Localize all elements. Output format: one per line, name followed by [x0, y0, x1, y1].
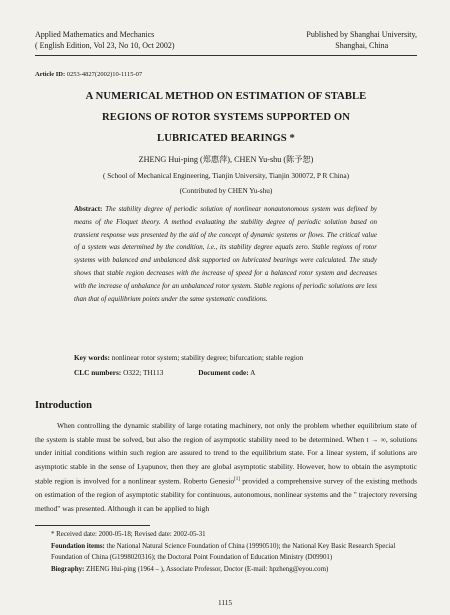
body-text: When controlling the dynamic stability of large rotating machinery, not only the problem whether equilibrium state of the system is stable must be solved, but also the region of asymptotic stability need to be determined. When t → ∞, solutions under initial conditions within such region are assured to trend to the equilibrium state. For a linear system, if solutions are asymptotic stable in the sense of Lyapunov, then they are global asymptotic stability. However, how to obtain the asymptotic stable region is involved for a nonlinear system. Roberto Genesio	[35, 421, 417, 486]
foundation-text: the National Natural Science Foundation of China (19990510); the National Key Basic Research Special Foundation of China (G1998020316); the Doctoral Point Foundation of Education Ministry (D09901)	[51, 542, 396, 562]
publisher-header	[306, 29, 417, 51]
foundation-label: Foundation items:	[51, 542, 105, 550]
title-line: A NUMERICAL METHOD ON ESTIMATION OF STABLE	[85, 91, 367, 102]
article-id	[35, 71, 142, 78]
section-heading: Introduction	[35, 400, 92, 411]
paper-title	[35, 86, 417, 149]
footnotes	[35, 529, 417, 575]
abstract	[74, 203, 377, 305]
header-rule	[35, 55, 417, 56]
keywords	[74, 353, 303, 362]
journal-name: Applied Mathematics and Mechanics	[35, 30, 155, 39]
citation: [1]	[234, 477, 240, 483]
publisher-location: Shanghai, China	[335, 41, 389, 50]
page-number: 1115	[217, 598, 233, 607]
abstract-text: The stability degree of periodic solution of nonlinear nonautonomous system was defined by means of the Floquet theory. A method evaluating the stability degree of periodic solution based on transient response was presented by the aid of the concept of dynamic systems or flows. The critical value of a system was determined by the condition, i.e., its stability degree equals zero. Stable regions of rotor systems with balanced and unbalanced disk supported on lubricated bearings were calculated. The study shows that stable region decreases with the increase of speed for a balanced rotor system and decreases with the increase of unbalance for an unbalanced rotor system. Stable regions of periodic solutions are less than that of equilibrium points under the same systematic conditions.	[74, 205, 378, 303]
biography	[35, 564, 417, 576]
keywords-text: nonlinear rotor system; stability degree; bifurcation; stable region	[111, 353, 304, 362]
abstract-label: Abstract:	[74, 205, 103, 213]
clc-label: CLC numbers:	[74, 368, 122, 377]
title-line: LUBRICATED BEARINGS *	[157, 133, 295, 144]
article-id-label: Article ID:	[35, 71, 66, 78]
publisher-name: Published by Shanghai University,	[306, 30, 417, 39]
received-date: * Received date: 2000-05-18; Revised date: 2002-05-31	[51, 531, 206, 538]
title-line: REGIONS OF ROTOR SYSTEMS SUPPORTED ON	[102, 112, 350, 123]
body-paragraph	[35, 419, 417, 516]
classification	[74, 368, 255, 377]
document-code-label: Document code:	[198, 368, 249, 377]
journal-header	[35, 29, 174, 51]
foundation-items	[35, 541, 417, 564]
body-text-continued: provided a comprehensive survey of the existing methods on estimation of the region of asymptotic stability for continuous, autonomous, nonlinear systems and the " trajectory reversing method" was presented. Although it can be applied to high	[35, 476, 418, 514]
biography-label: Biography:	[51, 565, 85, 573]
contributed-by: (Contributed by CHEN Yu-shu)	[179, 186, 273, 195]
biography-text: ZHENG Hui-ping (1964 – ), Associate Professor, Doctor (E-mail: hpzheng@eyou.com)	[86, 565, 329, 573]
journal-issue: ( English Edition, Vol 23, No 10, Oct 2002)	[35, 41, 175, 50]
footnote-rule	[35, 525, 150, 526]
document-code-value: A	[250, 368, 256, 377]
clc-value: O322; TH113	[123, 368, 164, 377]
authors: ZHENG Hui-ping (郑惠萍), CHEN Yu-shu (陈予恕)	[138, 155, 314, 164]
keywords-label: Key words:	[74, 353, 110, 362]
affiliation: ( School of Mechanical Engineering, Tianjin University, Tianjin 300072, P R China)	[102, 171, 350, 180]
article-id-value: 0253-4827(2002)10-1115-07	[66, 71, 143, 78]
